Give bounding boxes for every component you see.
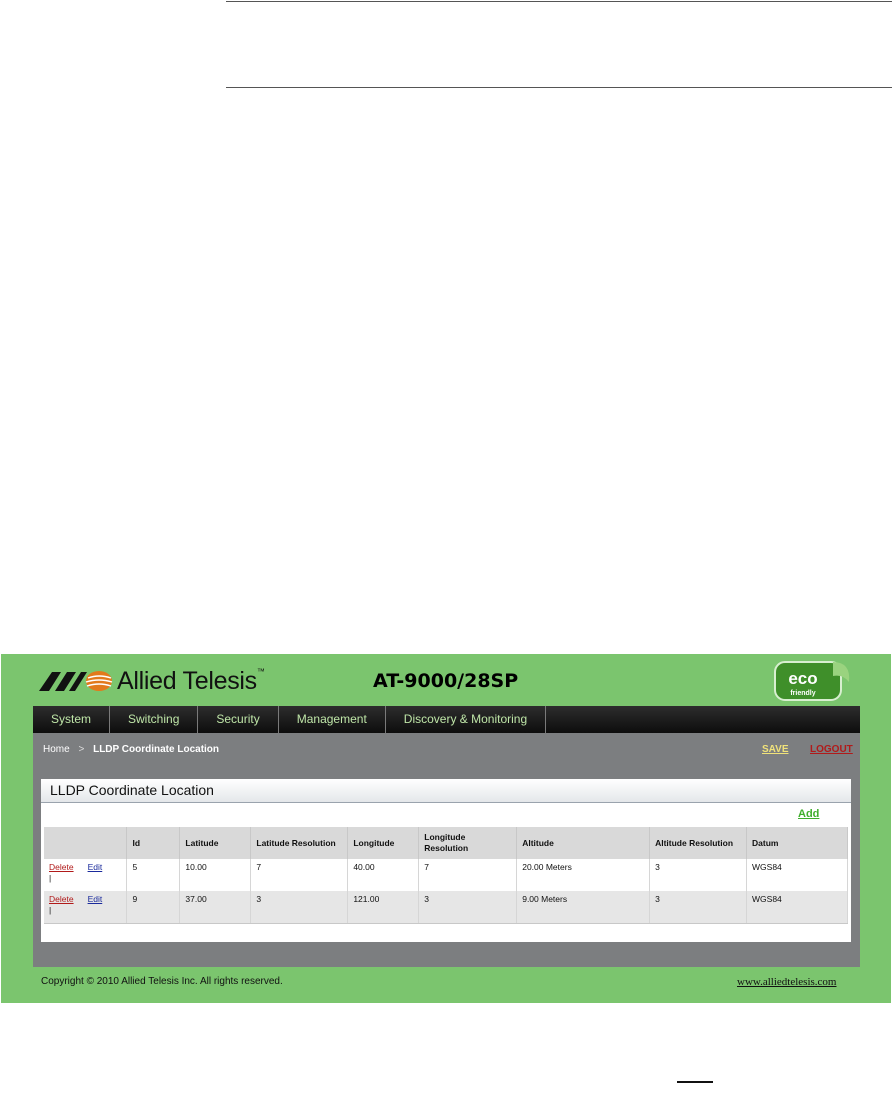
table-header-row (44, 827, 848, 859)
cell-longitude-resolution: 3 (419, 891, 517, 924)
footer-mark (677, 1081, 713, 1083)
col-altitude-resolution: Altitude Resolution (650, 827, 747, 859)
nav-security[interactable]: Security (198, 706, 278, 733)
nav-switching[interactable]: Switching (110, 706, 198, 733)
col-id: Id (127, 827, 180, 859)
add-link[interactable]: Add (798, 808, 820, 820)
cell-latitude-resolution: 7 (251, 859, 348, 891)
cell-latitude: 10.00 (180, 859, 251, 891)
lldp-coordinate-panel (41, 779, 851, 942)
cell-altitude-resolution: 3 (650, 859, 747, 891)
cell-longitude-resolution: 7 (419, 859, 517, 891)
cell-latitude: 37.00 (180, 891, 251, 924)
cell-datum: WGS84 (747, 891, 848, 924)
cell-id: 5 (127, 859, 180, 891)
nav-management[interactable]: Management (279, 706, 386, 733)
website-link[interactable]: www.alliedtelesis.com (737, 976, 837, 988)
breadcrumb (43, 744, 219, 755)
svg-text:friendly: friendly (790, 690, 816, 697)
col-latitude: Latitude (180, 827, 251, 859)
action-divider: | (49, 873, 52, 883)
cell-altitude: 9.00 Meters (517, 891, 650, 924)
col-longitude: Longitude (348, 827, 419, 859)
device-model: AT-9000/28SP (373, 670, 519, 692)
eco-friendly-badge (773, 658, 851, 704)
row-actions (44, 891, 127, 924)
nav-discovery-monitoring[interactable]: Discovery & Monitoring (386, 706, 546, 733)
table-row (44, 859, 848, 891)
col-altitude: Altitude (517, 827, 650, 859)
cell-datum: WGS84 (747, 859, 848, 891)
edit-link[interactable]: Edit (87, 894, 103, 904)
delete-link[interactable]: Delete (49, 862, 74, 872)
allied-telesis-logo-icon (39, 670, 113, 692)
nav-system[interactable]: System (33, 706, 110, 733)
company-name: Allied Telesis™ (117, 666, 265, 695)
col-datum: Datum (747, 827, 848, 859)
cell-longitude: 121.00 (348, 891, 419, 924)
col-actions (44, 827, 127, 859)
web-ui-screenshot (1, 654, 891, 1003)
breadcrumb-current: LLDP Coordinate Location (93, 744, 220, 755)
main-nav (33, 706, 860, 733)
save-link[interactable]: SAVE (762, 744, 789, 755)
edit-link[interactable]: Edit (87, 862, 103, 872)
top-rule (226, 1, 892, 2)
table-row (44, 891, 848, 924)
svg-text:eco: eco (788, 669, 818, 688)
copyright-text: Copyright © 2010 Allied Telesis Inc. All rights reserved. (41, 976, 283, 987)
col-longitude-resolution: Longitude Resolution (419, 827, 517, 859)
action-divider: | (49, 905, 52, 915)
cell-longitude: 40.00 (348, 859, 419, 891)
coordinate-table (44, 827, 848, 924)
cell-altitude-resolution: 3 (650, 891, 747, 924)
delete-link[interactable]: Delete (49, 894, 74, 904)
cell-id: 9 (127, 891, 180, 924)
row-actions (44, 859, 127, 891)
logout-link[interactable]: LOGOUT (810, 744, 853, 755)
breadcrumb-home-link[interactable]: Home (43, 744, 70, 755)
content-area (33, 733, 860, 967)
header-rule (226, 87, 892, 88)
breadcrumb-separator: > (78, 744, 85, 755)
company-logo (39, 666, 265, 696)
cell-latitude-resolution: 3 (251, 891, 348, 924)
panel-title: LLDP Coordinate Location (41, 779, 851, 803)
col-latitude-resolution: Latitude Resolution (251, 827, 348, 859)
cell-altitude: 20.00 Meters (517, 859, 650, 891)
